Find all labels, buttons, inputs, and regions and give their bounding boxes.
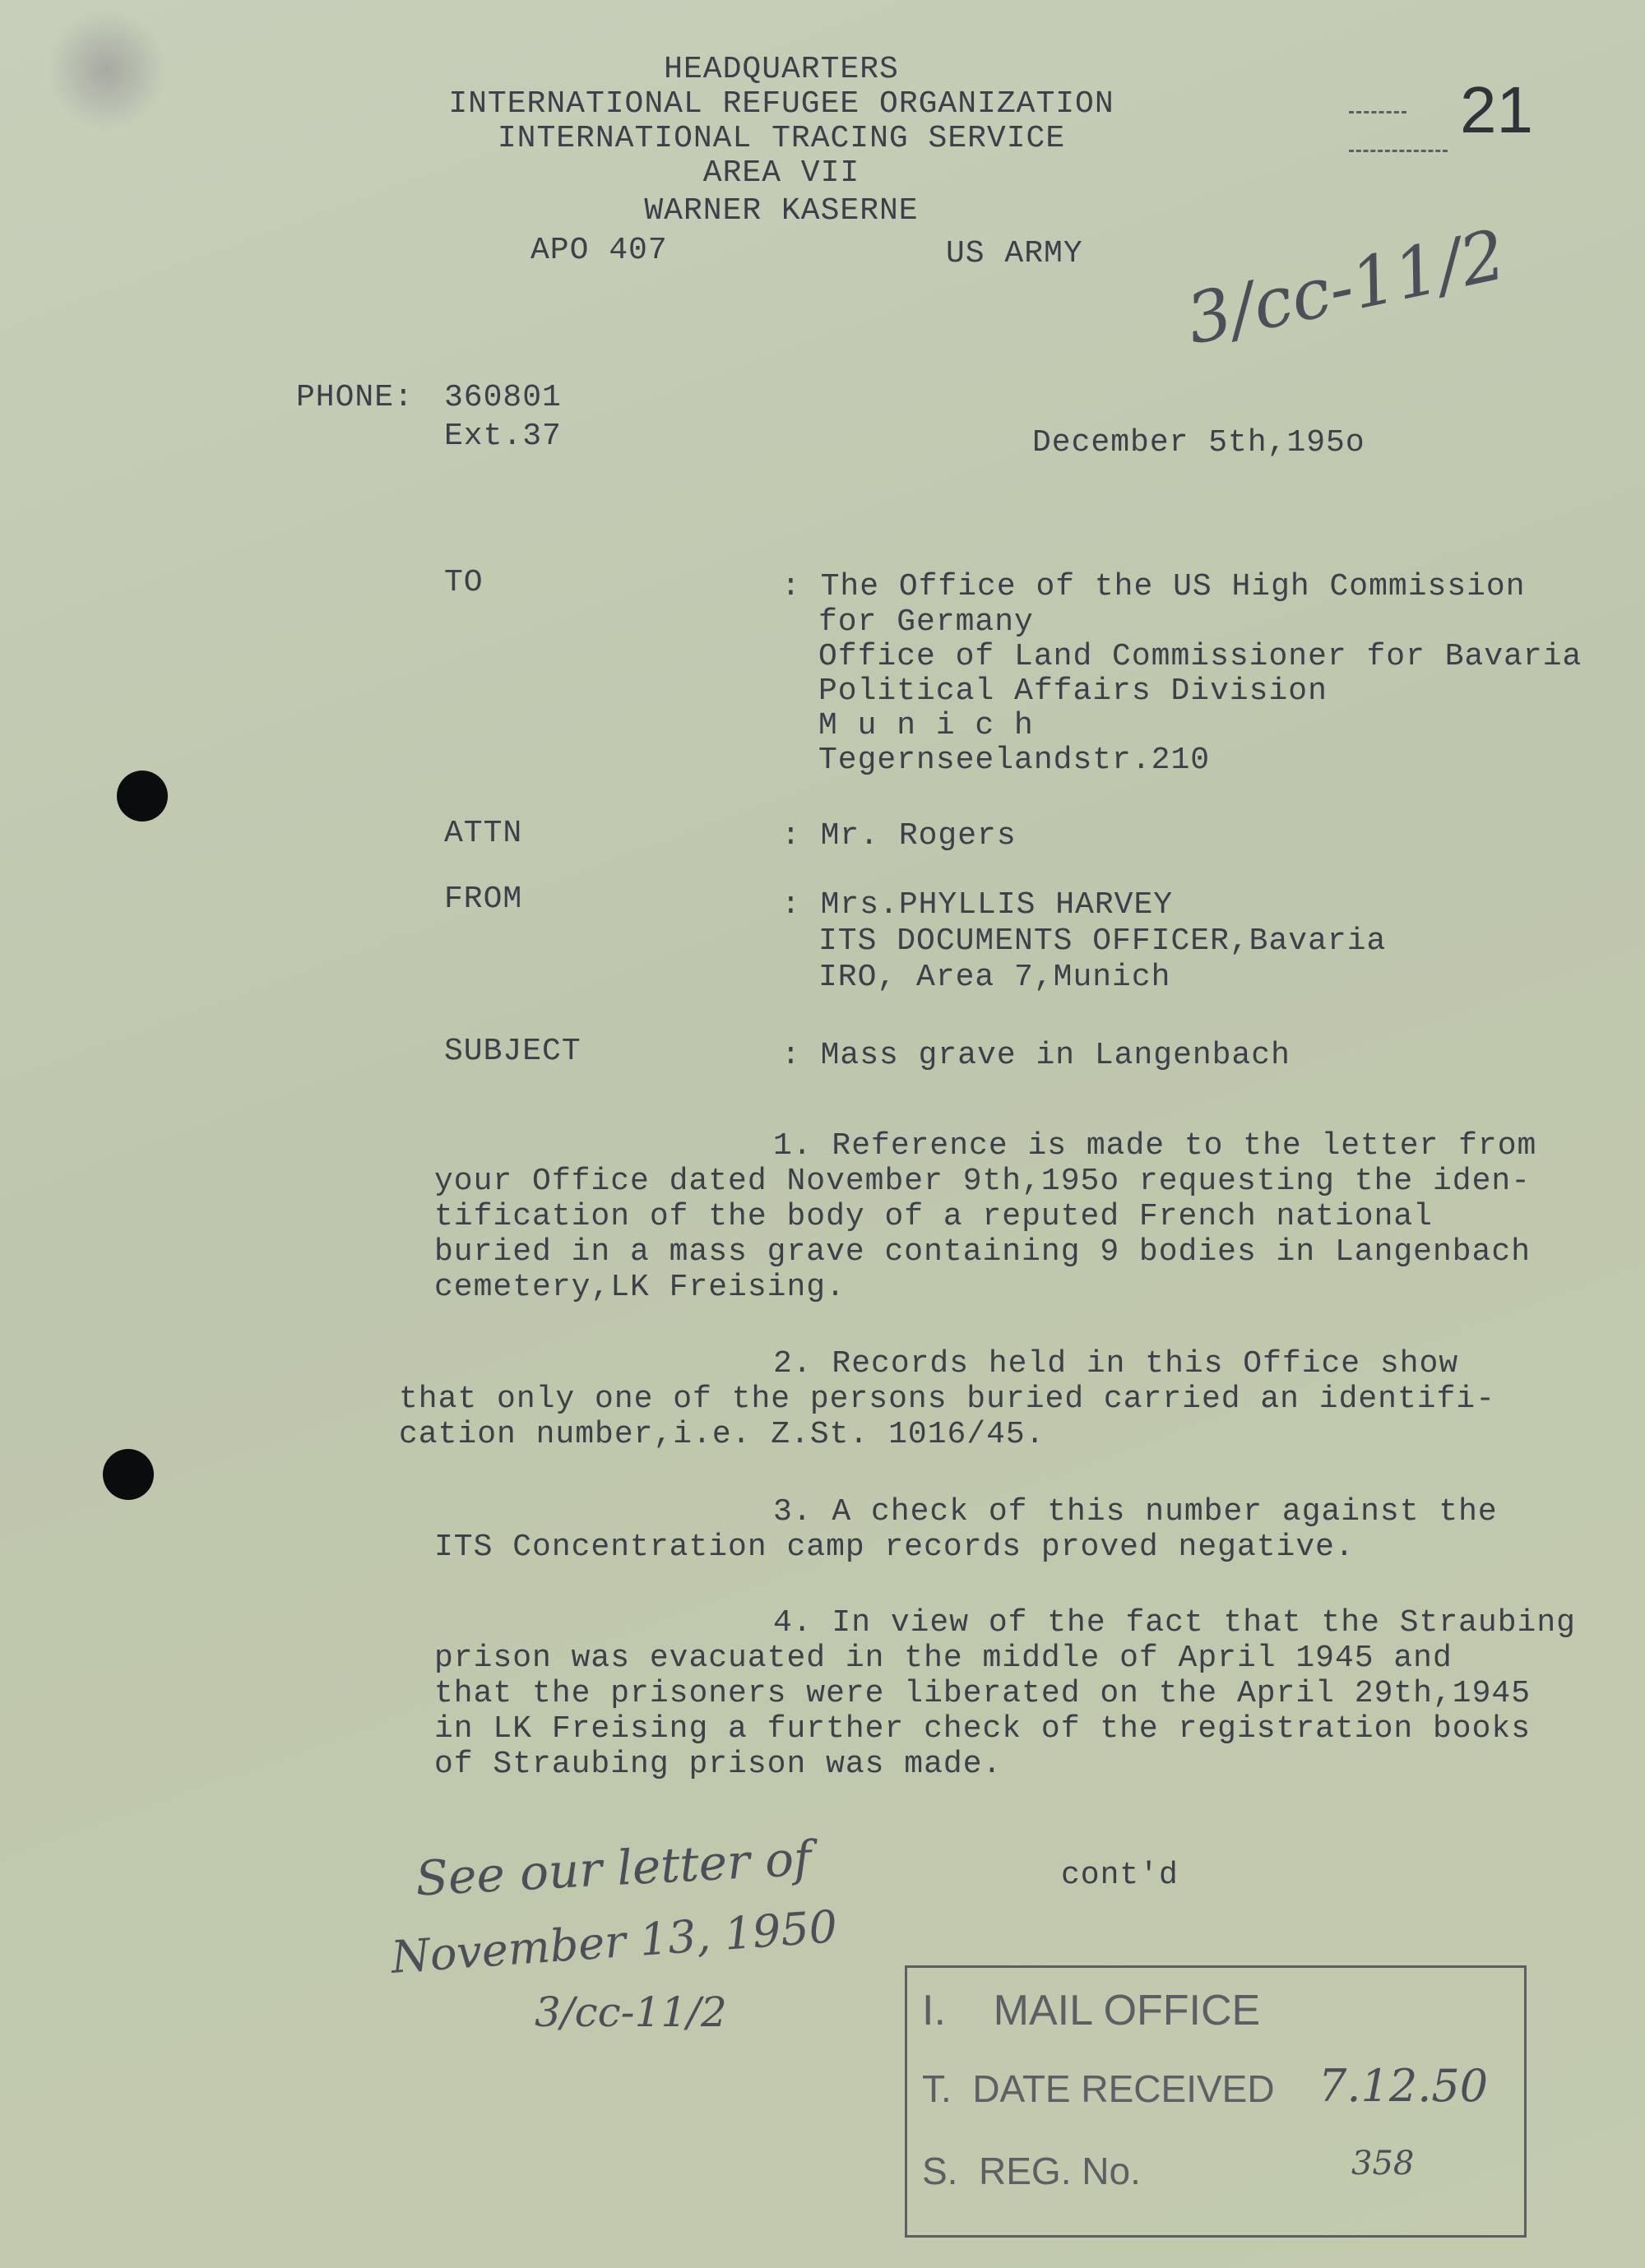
paragraph-line: 1. Reference is made to the letter from	[773, 1128, 1537, 1164]
phone-number: 360801	[444, 380, 562, 415]
paragraph-line: of Straubing prison was made.	[434, 1747, 1003, 1782]
to-line: M u n i c h	[818, 708, 1034, 743]
handwritten-note: November 13, 1950	[389, 1900, 839, 1983]
paragraph-line: that only one of the persons buried carried an identifi-	[399, 1382, 1496, 1417]
stain	[49, 8, 164, 132]
stamp-date-value: 7.12.50	[1318, 2060, 1489, 2112]
from-line: IRO, Area 7,Munich	[818, 960, 1171, 995]
paragraph-line: ITS Concentration camp records proved negative.	[434, 1530, 1355, 1565]
folio-mark	[1349, 111, 1406, 113]
continued-marker: cont'd	[1061, 1858, 1179, 1893]
punch-hole	[103, 1449, 154, 1500]
stamp-reg-value: 358	[1351, 2145, 1415, 2182]
paragraph-line: prison was evacuated in the middle of April 1945 and	[434, 1641, 1453, 1676]
paragraph-line: 3. A check of this number against the	[773, 1494, 1498, 1530]
stamp-line: I. MAIL OFFICE	[922, 1987, 1261, 2034]
header-tracing-service: INTERNATIONAL TRACING SERVICE	[497, 121, 1066, 156]
subject-value: : Mass grave in Langenbach	[781, 1038, 1291, 1073]
header-area: AREA VII	[702, 155, 860, 191]
handwritten-note: 3/cc-11/2	[535, 1988, 727, 2036]
stamp-line: S. REG. No.	[922, 2150, 1141, 2192]
folio-underline	[1349, 150, 1448, 152]
header-kaserne: WARNER KASERNE	[644, 193, 919, 229]
to-line: Political Affairs Division	[818, 673, 1328, 709]
from-label: FROM	[444, 882, 523, 917]
paragraph-line: that the prisoners were liberated on the April 29th,1945	[434, 1676, 1531, 1711]
to-line: Tegernseelandstr.210	[818, 743, 1211, 778]
subject-label: SUBJECT	[444, 1034, 582, 1069]
to-label: TO	[444, 565, 484, 600]
to-line: : The Office of the US High Commission	[781, 569, 1526, 604]
header-apo: APO 407	[531, 233, 668, 268]
letter-date: December 5th,195o	[1032, 425, 1365, 461]
paragraph-line: 4. In view of the fact that the Straubing	[773, 1605, 1576, 1641]
paragraph-line: cation number,i.e. Z.St. 1016/45.	[399, 1417, 1045, 1452]
stamp-line: T. DATE RECEIVED	[922, 2067, 1275, 2110]
mail-office-stamp	[905, 1965, 1527, 2238]
header-army: US ARMY	[946, 236, 1083, 271]
header-organization: INTERNATIONAL REFUGEE ORGANIZATION	[448, 86, 1114, 122]
phone-label: PHONE:	[296, 380, 414, 415]
from-line: ITS DOCUMENTS OFFICER,Bavaria	[818, 923, 1387, 959]
paragraph-line: in LK Freising a further check of the registration books	[434, 1711, 1531, 1747]
attn-value: : Mr. Rogers	[781, 818, 1017, 854]
header-headquarters: HEADQUARTERS	[664, 52, 899, 87]
handwritten-reference: 3/cc-11/2	[1179, 214, 1513, 360]
handwritten-note: See our letter of	[414, 1830, 813, 1907]
folio-number: 21	[1460, 73, 1533, 146]
paragraph-line: cemetery,LK Freising.	[434, 1270, 846, 1305]
attn-label: ATTN	[444, 816, 523, 851]
punch-hole	[117, 771, 168, 822]
from-line: : Mrs.PHYLLIS HARVEY	[781, 887, 1174, 923]
phone-extension: Ext.37	[444, 419, 562, 454]
to-line: Office of Land Commissioner for Bavaria	[818, 639, 1582, 674]
to-line: for Germany	[818, 604, 1034, 640]
paragraph-line: buried in a mass grave containing 9 bodies in Langenbach	[434, 1234, 1531, 1270]
paragraph-line: tification of the body of a reputed French national	[434, 1199, 1433, 1234]
paragraph-line: your Office dated November 9th,195o requesting the iden-	[434, 1164, 1531, 1199]
paragraph-line: 2. Records held in this Office show	[773, 1346, 1459, 1382]
